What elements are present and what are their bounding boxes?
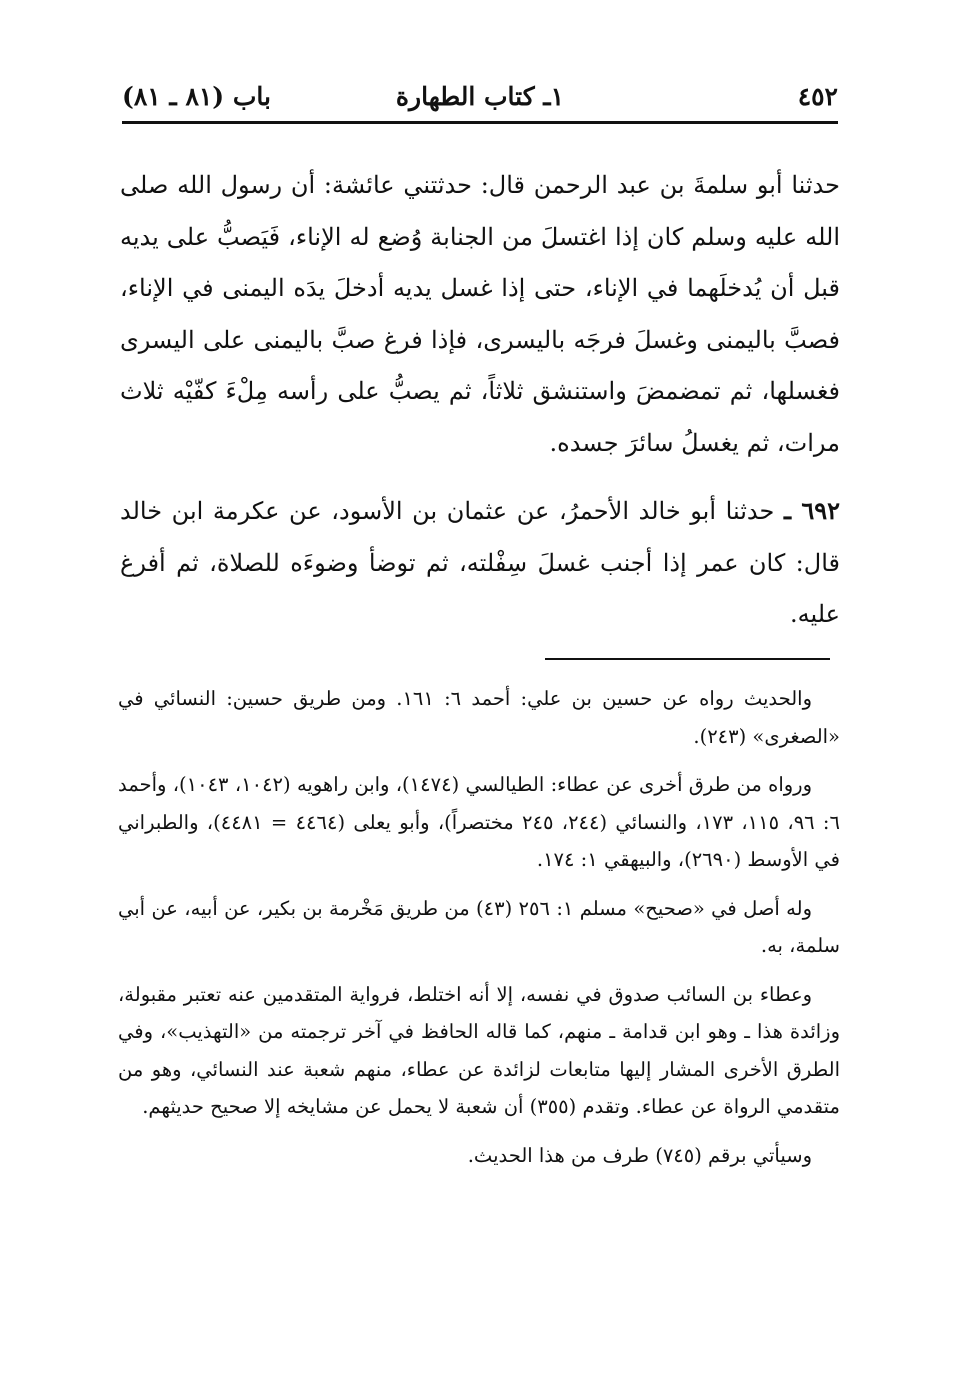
footnote-divider: [545, 658, 830, 660]
book-title: ١ـ كتاب الطهارة: [395, 82, 565, 111]
footnotes: [118, 680, 840, 1185]
footnote-paragraph: والحديث رواه عن حسين بن علي: أحمد ٦: ١٦١. ومن طريق حسين: النسائي في «الصغرى» (٢٤٣).: [118, 687, 840, 748]
footnote-paragraph: ورواه من طرق أخرى عن عطاء: الطيالسي (١٤٧٤)، وابن راهويه (١٠٤٢، ١٠٤٣)، وأحمد ٦: ٩٦، ١١٥، ١٧٣، والنسائي (٢٤٤، ٢٤٥ مختصراً)، وأبو يعلى (٤٤٦٤ = ٤٤٨١)، والطبراني في الأوسط (٢٦٩٠)، والبيهقي ١: ١٧٤.: [118, 773, 840, 871]
header-divider: [122, 121, 838, 124]
footnote-paragraph: وله أصل في «صحيح» مسلم ١: ٢٥٦ (٤٣) من طريق مَخْرمة بن بكير، عن أبيه، عن أبي سلمة، به.: [118, 896, 840, 957]
hadith-continuation-paragraph: حدثنا أبو سلمةَ بن عبد الرحمن قال: حدثتني عائشة: أن رسول الله صلى الله عليه وسلم كان إذا اغتسلَ من الجنابة وُضع له الإناء، فَيَصبُّ على يديه قبل أن يُدخلَهما في الإناء، حتى إذا غسل يديه أدخلَ يدَه اليمنى في الإناء، فصبَّ باليمنى وغسلَ فرجَه باليسرى، فإذا فرغ صبَّ باليمنى على اليسرى فغسلها، ثم تمضمضَ واستنشق ثلاثاً، ثم يصبُّ على رأسه مِلْءَ كفّيْه ثلاث مرات، ثم يغسلُ سائرَ جسده.: [120, 171, 840, 457]
main-text: [120, 160, 840, 641]
hadith-number: ٦٩٢ ـ: [783, 496, 840, 525]
hadith-text: حدثنا أبو خالد الأحمرُ، عن عثمان بن الأسود، عن عكرمة ابن خالد قال: كان عمر إذا أجنب غسلَ سِفْلته، ثم توضأ وضوءَه للصلاة، ثم أفرغ عليه.: [120, 497, 840, 628]
page-number: ٤٥٢: [797, 82, 838, 111]
page-header: [122, 70, 838, 122]
footnote-paragraph: وسيأتي برقم (٧٤٥) طرف من هذا الحديث.: [467, 1143, 812, 1167]
chapter-range: باب (٨١ ـ ٨١): [122, 82, 271, 111]
footnote-paragraph: وعطاء بن السائب صدوق في نفسه، إلا أنه اختلط، فرواية المتقدمين عنه تعتبر مقبولة، وزائدة هذا ـ وهو ابن قدامة ـ منهم، كما قاله الحافظ في آخر ترجمته من «التهذيب»، وفي الطرق الأخرى المشار إليها متابعات لزائدة عن عطاء، منهم شعبة عند النسائي، وهو من متقدمي الرواة عن عطاء. وتقدم (٣٥٥) أن شعبة لا يحمل عن مشايخه إلا صحيح حديثهم.: [118, 982, 840, 1118]
hadith-paragraph: [120, 485, 840, 641]
